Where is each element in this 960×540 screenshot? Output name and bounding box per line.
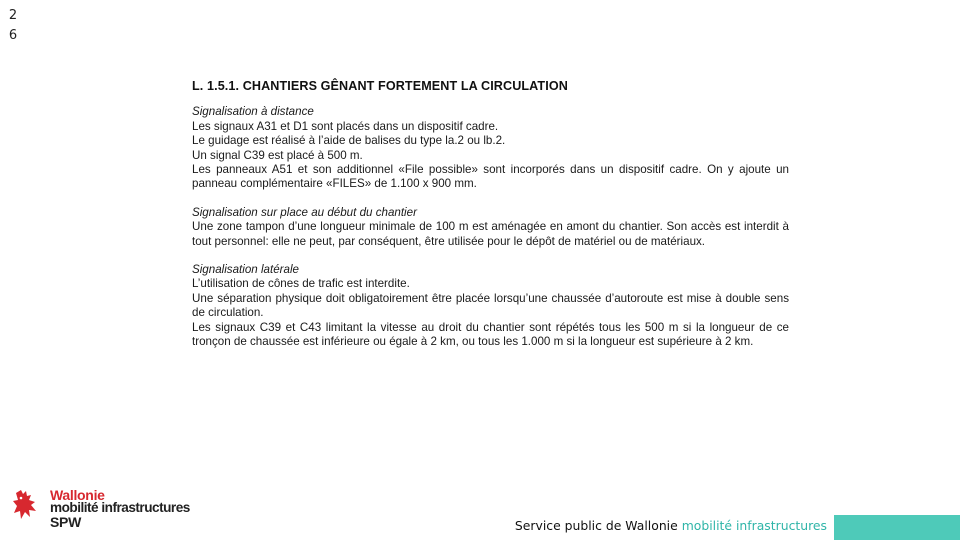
paragraph-line: Les signaux C39 et C43 limitant la vitesse au droit du chantier sont répétés tous les 500 m si la longueur de ce tronçon de chaussée est inférieure ou égale à 2 km, ou tous les 1.000 m si la longueur est supérieure à 2 km.	[192, 320, 789, 349]
paragraph-line: Un signal C39 est placé à 500 m.	[192, 148, 363, 162]
paragraph-line: Le guidage est réalisé à l’aide de balises du type la.2 ou lb.2.	[192, 134, 506, 148]
logo-spw-text: SPW	[50, 514, 81, 530]
section-heading: Signalisation sur place au début du chantier	[192, 205, 417, 219]
paragraph-line: Les panneaux A51 et son additionnel «File possible» sont incorporés dans un dispositif cadre. On y ajoute un panneau complémentaire «FILES» de 1.100 x 900 mm.	[192, 163, 789, 191]
rooster-icon	[12, 489, 38, 521]
footer-caption	[515, 517, 827, 535]
section-onsite-signage	[192, 206, 789, 249]
footer-accent-bar	[834, 515, 960, 540]
paragraph-line: Une zone tampon d’une longueur minimale de 100 m est aménagée en amont du chantier. Son accès est interdit à tout personnel: elle ne peut, par conséquent, être utilisée pour le dépôt de matériel ou de matériaux.	[192, 220, 789, 248]
section-heading: Signalisation à distance	[192, 105, 314, 119]
footer-caption-mobilite: mobilité infrastructures	[681, 518, 827, 533]
slide-number-digit-1: 2	[8, 8, 18, 23]
wallonie-logo	[12, 488, 192, 532]
document-excerpt	[192, 79, 789, 364]
paragraph-line: Une séparation physique doit obligatoirement être placée lorsqu’une chaussée d’autoroute est mise à double sens de circulation.	[192, 291, 789, 320]
paragraph-line: L’utilisation de cônes de trafic est interdite.	[192, 277, 410, 291]
logo-wallonie-text: Wallonie	[50, 487, 105, 503]
section-heading: Signalisation latérale	[192, 263, 299, 277]
document-title: L. 1.5.1. CHANTIERS GÊNANT FORTEMENT LA CIRCULATION	[192, 79, 568, 93]
footer-caption-service: Service public de Wallonie	[514, 518, 678, 533]
logo-mobilite-text: mobilité infrastructures	[50, 500, 190, 515]
slide-number-digit-2: 6	[8, 28, 18, 43]
section-lateral-signage	[192, 263, 789, 349]
section-remote-signage	[192, 105, 789, 191]
paragraph-line: Les signaux A31 et D1 sont placés dans un dispositif cadre.	[192, 119, 499, 133]
slide-number	[7, 6, 19, 46]
